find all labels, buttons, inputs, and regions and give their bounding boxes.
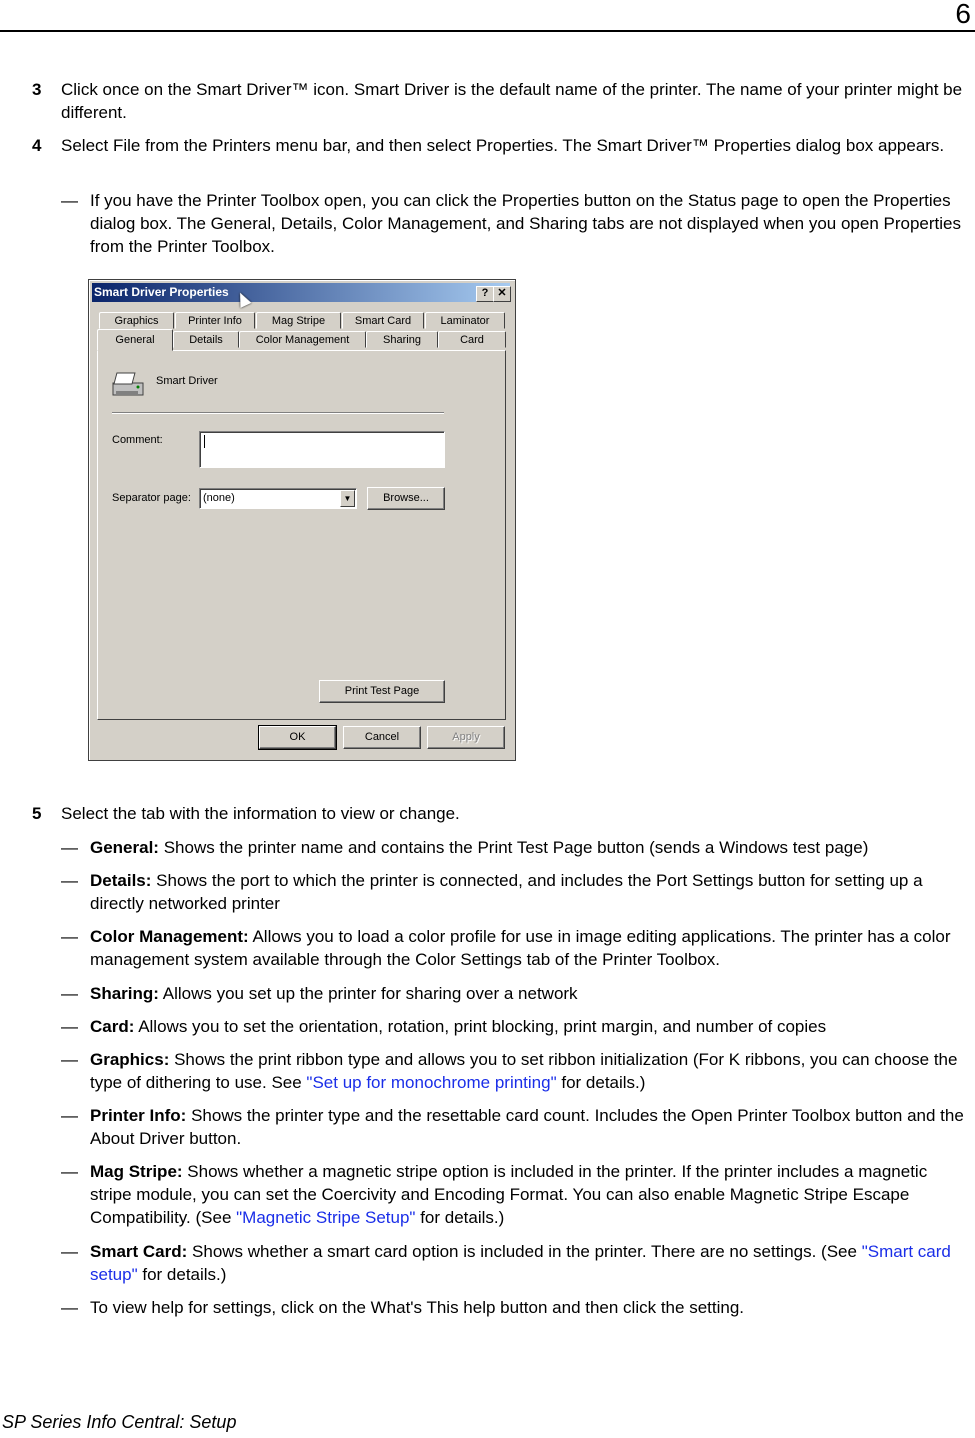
step-text: Select File from the Printers menu bar, and then select Properties. The Smart Driver™ Properties dialog box appears. xyxy=(61,136,945,155)
comment-label: Comment: xyxy=(112,434,163,446)
step-text: Click once on the Smart Driver™ icon. Smart Driver is the default name of the printer. The name of your printer might be different. xyxy=(61,80,963,122)
footer-title: SP Series Info Central: Setup xyxy=(2,1412,237,1432)
dash-marker: — xyxy=(61,1050,78,1069)
item-text-after: for details.) xyxy=(415,1208,505,1227)
item-term: Sharing: xyxy=(90,984,159,1003)
separator-page-select[interactable] xyxy=(199,488,357,509)
printer-icon xyxy=(110,369,146,401)
item-term: Graphics: xyxy=(90,1050,170,1069)
chevron-down-icon[interactable]: ▼ xyxy=(340,490,355,507)
tab-general[interactable]: General xyxy=(97,329,173,351)
divider xyxy=(112,412,444,414)
step-number: 5 xyxy=(32,804,42,823)
dash-marker: — xyxy=(61,1017,78,1036)
note-text: If you have the Printer Toolbox open, you can click the Properties button on the Status page to open the Properties dialog box. The General, Details, Color Management, and Sharing tabs are not displayed when you open Properties from the Printer Toolbox. xyxy=(90,191,961,256)
dash-marker: — xyxy=(61,838,78,857)
tab-details[interactable]: Details xyxy=(173,331,239,348)
dash-marker: — xyxy=(61,191,78,210)
close-icon[interactable]: ✕ xyxy=(493,286,511,302)
dash-marker: — xyxy=(61,1298,78,1317)
item-term: Card: xyxy=(90,1017,135,1036)
dash-marker: — xyxy=(61,1162,78,1181)
step-text: Select the tab with the information to view or change. xyxy=(61,804,460,823)
dash-marker: — xyxy=(61,984,78,1003)
print-test-page-button[interactable]: Print Test Page xyxy=(319,680,445,703)
item-text: Shows the printer name and contains the Print Test Page button (sends a Windows test page) xyxy=(158,838,869,857)
item-term: Details: xyxy=(90,871,152,890)
tab-graphics[interactable]: Graphics xyxy=(99,312,174,329)
properties-dialog xyxy=(88,279,516,761)
item-term: Mag Stripe: xyxy=(90,1162,183,1181)
dash-marker: — xyxy=(61,1106,78,1125)
ok-button[interactable]: OK xyxy=(259,726,336,749)
item-text-after: for details.) xyxy=(556,1073,646,1092)
item-term: Color Management: xyxy=(90,927,249,946)
tab-smart-card[interactable]: Smart Card xyxy=(342,312,424,329)
tab-laminator[interactable]: Laminator xyxy=(425,312,505,329)
comment-input[interactable] xyxy=(199,431,445,468)
item-text: Allows you to set the orientation, rotation, print blocking, print margin, and number of copies xyxy=(134,1017,827,1036)
general-tab-panel xyxy=(97,350,506,720)
dash-marker: — xyxy=(61,1242,78,1261)
magnetic-stripe-setup-link[interactable]: "Magnetic Stripe Setup" xyxy=(236,1208,416,1227)
item-text: To view help for settings, click on the What's This help button and then click the setting. xyxy=(90,1298,745,1317)
tab-sharing[interactable]: Sharing xyxy=(366,331,438,348)
dialog-title: Smart Driver Properties xyxy=(94,285,229,299)
item-text: Shows the print ribbon type and allows you to set ribbon initialization (For K ribbons, you can choose the type of dithering to use. See xyxy=(90,1050,958,1092)
dialog-title-bar xyxy=(92,283,510,302)
item-text-after: for details.) xyxy=(137,1265,227,1284)
smart-card-setup-link[interactable]: "Smart card setup" xyxy=(90,1242,951,1284)
item-text: Allows you set up the printer for sharing over a network xyxy=(158,984,578,1003)
separator-page-label: Separator page: xyxy=(112,492,191,504)
printer-name: Smart Driver xyxy=(156,375,218,387)
item-term: General: xyxy=(90,838,159,857)
item-term: Smart Card: xyxy=(90,1242,188,1261)
tab-mag-stripe[interactable]: Mag Stripe xyxy=(256,312,341,329)
item-text: Allows you to load a color profile for use in image editing applications. The printer has a color management system available through the Color Settings tab of the Printer Toolbox. xyxy=(90,927,951,969)
text-caret xyxy=(204,435,205,448)
separator-page-value: (none) xyxy=(203,492,235,504)
tab-color-management[interactable]: Color Management xyxy=(239,331,366,348)
help-icon[interactable]: ? xyxy=(476,286,494,302)
monochrome-printing-link[interactable]: "Set up for monochrome printing" xyxy=(306,1073,557,1092)
dash-marker: — xyxy=(61,871,78,890)
dash-marker: — xyxy=(61,927,78,946)
tab-printer-info[interactable]: Printer Info xyxy=(175,312,255,329)
browse-button[interactable]: Browse... xyxy=(367,487,445,510)
header-rule xyxy=(0,30,975,32)
step-number: 3 xyxy=(32,80,42,99)
item-text: Shows the printer type and the resettable card count. Includes the Open Printer Toolbox button and the About Driver button. xyxy=(90,1106,964,1148)
tab-card[interactable]: Card xyxy=(438,331,506,348)
apply-button[interactable]: Apply xyxy=(427,726,505,749)
item-text: Shows whether a magnetic stripe option is included in the printer. If the printer includes a magnetic stripe module, you can set the Coercivity and Encoding Format. You can also enable Magnetic Stripe Escape Compatibility. (See xyxy=(90,1162,928,1227)
item-text: Shows the port to which the printer is connected, and includes the Port Settings button for setting up a directly networked printer xyxy=(90,871,923,913)
page-number: 6 xyxy=(955,0,971,29)
item-text: Shows whether a smart card option is included in the printer. There are no settings. (See xyxy=(187,1242,862,1261)
cancel-button[interactable]: Cancel xyxy=(343,726,421,749)
step-number: 4 xyxy=(32,136,42,155)
item-term: Printer Info: xyxy=(90,1106,187,1125)
